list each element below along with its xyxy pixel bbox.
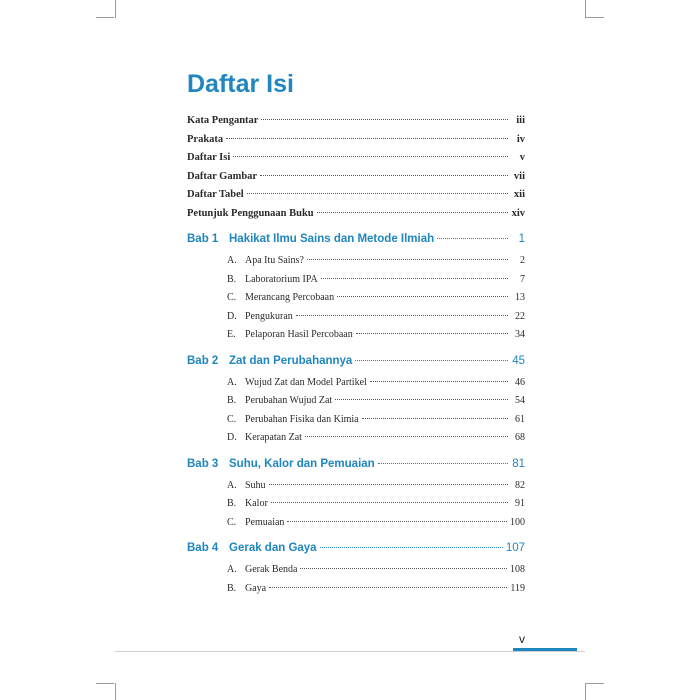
chapter-title: Hakikat Ilmu Sains dan Metode Ilmiah — [229, 233, 435, 245]
section-heading — [227, 583, 266, 594]
section-heading — [227, 564, 297, 575]
toc-entry-label: Daftar Tabel — [187, 189, 244, 200]
section-letter: B. — [227, 395, 237, 406]
toc-entry[interactable] — [187, 189, 525, 208]
dot-leader — [356, 333, 508, 334]
section-heading — [227, 329, 353, 340]
crop-mark-right-top — [586, 17, 604, 18]
section-heading — [227, 480, 266, 491]
dot-leader — [362, 418, 508, 419]
section-title: Perubahan Fisika dan Kimia — [245, 413, 359, 425]
chapter-entry[interactable] — [187, 458, 525, 480]
section-letter: E. — [227, 329, 236, 340]
dot-leader — [378, 463, 508, 464]
toc-entry-page: xiv — [511, 207, 525, 219]
section-entry[interactable] — [187, 517, 525, 536]
dot-leader — [269, 484, 508, 485]
toc-entry[interactable] — [187, 171, 525, 190]
section-page: 91 — [515, 498, 525, 509]
dot-leader — [271, 502, 508, 503]
section-heading — [227, 414, 359, 425]
table-of-contents — [187, 115, 525, 601]
section-title: Suhu — [245, 479, 266, 491]
dot-leader — [355, 360, 508, 361]
section-page: 2 — [520, 255, 525, 266]
toc-entry-label: Kata Pengantar — [187, 115, 259, 126]
section-letter: C. — [227, 413, 237, 425]
section-title: Merancang Percobaan — [245, 292, 335, 303]
toc-entry-label: Petunjuk Penggunaan Buku — [187, 207, 314, 219]
section-letter: A. — [227, 479, 237, 491]
section-title: Pengukuran — [245, 310, 293, 322]
chapter-number: Bab 2 — [187, 354, 219, 367]
crop-mark-top-left — [115, 0, 116, 18]
section-entry[interactable] — [187, 564, 525, 583]
chapter-number: Bab 3 — [187, 457, 219, 470]
dot-leader — [261, 119, 508, 120]
section-letter: D. — [227, 310, 237, 322]
section-page: 34 — [515, 329, 525, 340]
section-heading — [227, 395, 332, 406]
section-entry[interactable] — [187, 498, 525, 517]
dot-leader — [370, 381, 508, 382]
chapter-heading — [187, 355, 352, 367]
chapter-title: Gerak dan Gaya — [229, 542, 317, 554]
crop-mark-bottom-right — [585, 683, 586, 700]
front-matter-list — [187, 115, 525, 226]
toc-entry-label: Prakata — [187, 133, 224, 145]
chapter-entry[interactable] — [187, 233, 525, 255]
crop-mark-left-top — [96, 17, 114, 18]
section-heading — [227, 498, 268, 509]
section-letter: A. — [227, 564, 237, 575]
footer-accent-bar — [513, 648, 577, 651]
chapter-entry[interactable] — [187, 542, 525, 564]
dot-leader — [296, 315, 508, 316]
section-heading — [227, 255, 304, 266]
dot-leader — [260, 175, 508, 176]
section-page: 54 — [515, 395, 525, 406]
section-entry[interactable] — [187, 395, 525, 414]
chapter-heading — [187, 233, 434, 245]
chapter-page: 81 — [512, 457, 525, 470]
section-letter: B. — [227, 273, 237, 285]
chapter-list — [187, 233, 525, 601]
section-entry[interactable] — [187, 377, 525, 396]
chapter-number: Bab 1 — [187, 233, 219, 245]
dot-leader — [247, 193, 508, 194]
section-letter: C. — [227, 292, 237, 303]
section-entry[interactable] — [187, 274, 525, 293]
page-number: v — [519, 632, 525, 646]
toc-entry[interactable] — [187, 152, 525, 171]
section-page: 61 — [515, 413, 525, 425]
section-letter: D. — [227, 432, 237, 443]
section-heading — [227, 377, 367, 388]
section-page: 100 — [510, 516, 525, 528]
chapter-title: Suhu, Kalor dan Pemuaian — [229, 457, 375, 470]
dot-leader — [233, 156, 508, 157]
chapter-heading — [187, 458, 375, 470]
section-letter: A. — [227, 376, 237, 388]
chapter-page: 107 — [505, 542, 525, 554]
dot-leader — [335, 399, 508, 400]
dot-leader — [320, 547, 503, 548]
section-heading — [227, 292, 334, 303]
section-entry[interactable] — [187, 414, 525, 433]
dot-leader — [437, 238, 508, 239]
dot-leader — [321, 278, 508, 279]
section-heading — [227, 517, 284, 528]
section-letter: B. — [227, 498, 237, 509]
toc-entry[interactable] — [187, 134, 525, 153]
toc-entry-page: vii — [513, 170, 525, 182]
toc-entry-label: Daftar Isi — [187, 152, 231, 163]
crop-mark-right-bottom — [586, 683, 604, 684]
section-title: Perubahan Wujud Zat — [245, 395, 333, 406]
footer-rule — [115, 651, 585, 652]
section-entry[interactable] — [187, 329, 525, 348]
section-letter: A. — [227, 255, 237, 266]
section-title: Pemuaian — [245, 516, 285, 528]
section-title: Wujud Zat dan Model Partikel — [245, 376, 367, 388]
toc-entry[interactable] — [187, 208, 525, 227]
section-title: Apa Itu Sains? — [245, 255, 304, 266]
crop-mark-bottom-left — [115, 683, 116, 700]
section-title: Laboratorium IPA — [245, 273, 318, 285]
section-heading — [227, 311, 293, 322]
section-page: 68 — [515, 432, 525, 443]
page-title: Daftar Isi — [187, 70, 294, 98]
section-page: 13 — [515, 292, 525, 303]
section-heading — [227, 274, 318, 285]
toc-entry-page: iii — [516, 115, 525, 126]
dot-leader — [317, 212, 508, 213]
section-entry[interactable] — [187, 432, 525, 451]
section-entry[interactable] — [187, 583, 525, 602]
toc-entry-label: Daftar Gambar — [187, 170, 258, 182]
chapter-page: 45 — [512, 354, 525, 367]
section-entry[interactable] — [187, 311, 525, 330]
dot-leader — [337, 296, 508, 297]
section-page: 46 — [515, 376, 525, 388]
section-title: Pelaporan Hasil Percobaan — [245, 329, 353, 340]
dot-leader — [300, 568, 507, 569]
toc-entry-page: v — [519, 152, 525, 163]
section-heading — [227, 432, 302, 443]
section-page: 82 — [515, 479, 525, 491]
chapter-page: 1 — [518, 233, 525, 245]
section-entry[interactable] — [187, 480, 525, 499]
chapter-heading — [187, 542, 317, 554]
section-page: 7 — [520, 273, 525, 285]
section-title: Kalor — [245, 498, 268, 509]
section-entry[interactable] — [187, 292, 525, 311]
section-title: Gerak Benda — [245, 564, 298, 575]
toc-entry-page: xii — [513, 189, 525, 200]
section-page: 22 — [515, 310, 525, 322]
crop-mark-top-right — [585, 0, 586, 18]
dot-leader — [269, 587, 507, 588]
dot-leader — [287, 521, 507, 522]
section-letter: C. — [227, 516, 237, 528]
dot-leader — [305, 436, 508, 437]
crop-mark-left-bottom — [96, 683, 114, 684]
toc-entry-page: iv — [516, 133, 525, 145]
section-page: 108 — [510, 564, 525, 575]
section-title: Gaya — [245, 582, 267, 594]
section-title: Kerapatan Zat — [245, 432, 302, 443]
toc-entry[interactable] — [187, 115, 525, 134]
section-entry[interactable] — [187, 255, 525, 274]
section-letter: B. — [227, 582, 237, 594]
chapter-entry[interactable] — [187, 355, 525, 377]
chapter-title: Zat dan Perubahannya — [229, 354, 353, 367]
chapter-number: Bab 4 — [187, 542, 219, 554]
section-page: 119 — [510, 582, 525, 594]
dot-leader — [307, 259, 508, 260]
dot-leader — [226, 138, 508, 139]
